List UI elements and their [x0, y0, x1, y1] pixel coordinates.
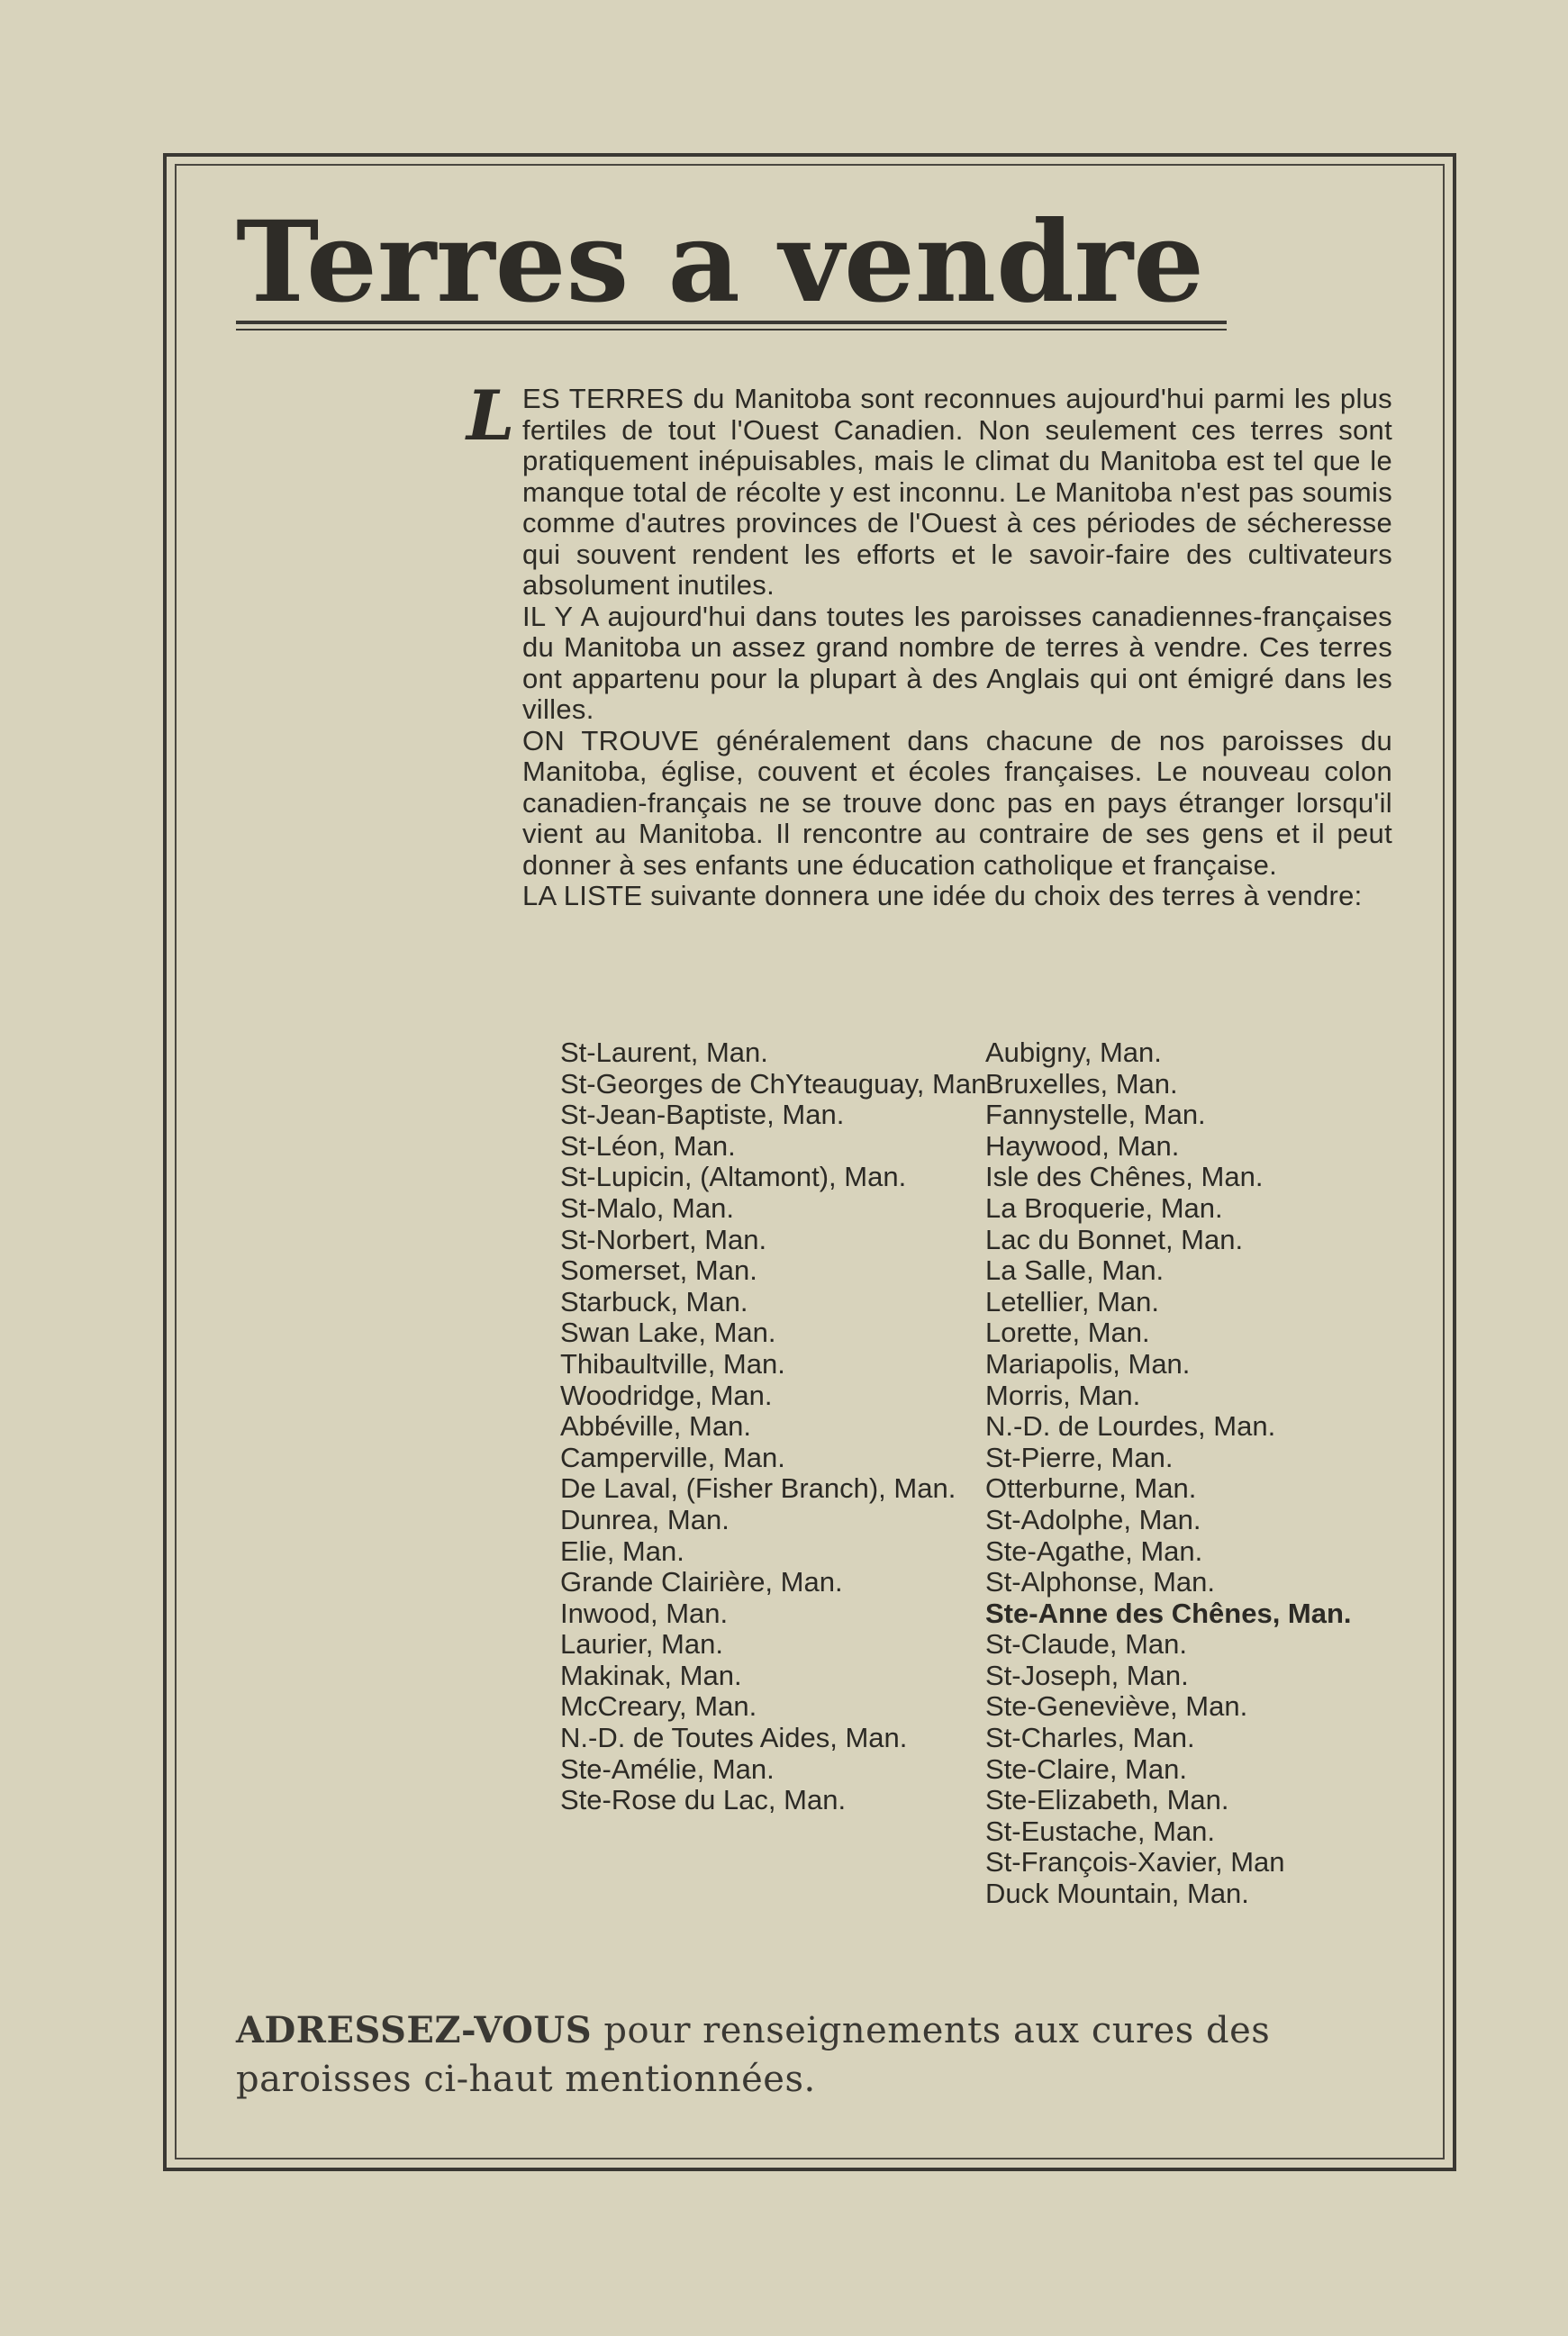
footer-text: pour renseignements aux cures des paroisses ci-haut mentionnées.: [236, 2010, 1271, 2100]
parish-item: Grande Clairière, Man.: [560, 1566, 843, 1598]
parish-item: Somerset, Man.: [560, 1254, 757, 1287]
parish-item: St-François-Xavier, Man: [985, 1846, 1285, 1879]
parish-item: Ste-Anne des Chênes, Man.: [985, 1597, 1352, 1629]
parish-item: Thibaultville, Man.: [560, 1347, 785, 1380]
intro-paragraph-3: ON TROUVE généralement dans chacune de nos paroisses du Manitoba, église, couvent et écoles françaises. Le nouveau colon canadien-français ne se trouve donc pas en pays étranger lorsqu'il vient au Manitoba. Il rencontre au contraire de ses gens et il peut donner à ses enfants une éducation catholique et française.: [522, 724, 1392, 881]
parish-item: St-Charles, Man.: [985, 1722, 1195, 1754]
parish-item: Abbéville, Man.: [560, 1410, 751, 1443]
parish-item: St-Pierre, Man.: [985, 1441, 1174, 1473]
parish-item: Starbuck, Man.: [560, 1285, 748, 1317]
parish-item: Inwood, Man.: [560, 1597, 729, 1629]
parish-item: Laurier, Man.: [560, 1628, 723, 1661]
parish-item: Ste-Elizabeth, Man.: [985, 1784, 1229, 1816]
parish-item: Otterburne, Man.: [985, 1472, 1197, 1505]
parish-item: Ste-Amélie, Man.: [560, 1752, 775, 1785]
parish-item: St-Malo, Man.: [560, 1191, 734, 1224]
parish-item: Haywood, Man.: [985, 1129, 1180, 1162]
parish-list-right: [985, 1037, 1400, 1910]
parish-item: Woodridge, Man.: [560, 1379, 773, 1411]
parish-item: St-Léon, Man.: [560, 1129, 736, 1162]
title-underline: [236, 321, 1227, 330]
parish-item: St-Jean-Baptiste, Man.: [560, 1099, 845, 1131]
intro-paragraph-1: [467, 376, 1392, 602]
parish-item: St-Alphonse, Man.: [985, 1566, 1216, 1598]
intro-paragraph-2: IL Y A aujourd'hui dans toutes les paroisses canadiennes-françaises du Manitoba un assez grand nombre de terres à vendre. Ces terres ont appartenu pour la plupart à des Anglais qui ont émigré dans les villes.: [522, 600, 1392, 725]
footer-note: [236, 2006, 1385, 2104]
drop-cap: L: [467, 376, 515, 456]
parish-item: Lorette, Man.: [985, 1317, 1150, 1349]
parish-item: N.-D. de Toutes Aides, Man.: [560, 1722, 908, 1754]
parish-item: Isle des Chênes, Man.: [985, 1161, 1264, 1193]
parish-item: Duck Mountain, Man.: [985, 1878, 1249, 1910]
parish-item: Bruxelles, Man.: [985, 1067, 1178, 1100]
intro-paragraph-4: LA LISTE suivante donnera une idée du choix des terres à vendre:: [522, 880, 1363, 911]
parish-item: Ste-Claire, Man.: [985, 1752, 1187, 1785]
parish-item: Ste-Rose du Lac, Man.: [560, 1784, 847, 1816]
parish-list-left: [560, 1037, 994, 1816]
parish-item: McCreary, Man.: [560, 1690, 757, 1723]
parish-item: Elie, Man.: [560, 1535, 684, 1567]
parish-item: Ste-Geneviève, Man.: [985, 1690, 1248, 1723]
parish-item: St-Georges de ChYteauguay, Man.: [560, 1067, 994, 1100]
parish-item: Mariapolis, Man.: [985, 1347, 1191, 1380]
parish-item: St-Norbert, Man.: [560, 1223, 767, 1255]
parish-item: St-Lupicin, (Altamont), Man.: [560, 1161, 907, 1193]
parish-item: N.-D. de Lourdes, Man.: [985, 1410, 1276, 1443]
parish-item: Ste-Agathe, Man.: [985, 1535, 1203, 1567]
parish-item: Fannystelle, Man.: [985, 1099, 1206, 1131]
parish-item: Makinak, Man.: [560, 1659, 742, 1691]
parish-item: St-Claude, Man.: [985, 1628, 1187, 1661]
parish-item: St-Adolphe, Man.: [985, 1503, 1201, 1535]
parish-item: St-Laurent, Man.: [560, 1037, 768, 1068]
footer-lead: ADRESSEZ-VOUS: [236, 2009, 593, 2051]
page-title: Terres a vendre: [236, 197, 1205, 328]
parish-item: Letellier, Man.: [985, 1285, 1159, 1317]
parish-item: Dunrea, Man.: [560, 1503, 730, 1535]
intro-text: [467, 376, 1392, 912]
parish-item: Aubigny, Man.: [985, 1037, 1162, 1068]
parish-item: St-Eustache, Man.: [985, 1815, 1216, 1847]
parish-item: La Salle, Man.: [985, 1254, 1165, 1287]
intro-paragraph-1-text: ES TERRES du Manitoba sont reconnues aujourd'hui parmi les plus fertiles de tout l'Ouest Canadien. Non seulement ces terres sont pratiquement inépuisables, mais le climat du Manitoba est tel que le manque total de récolte y est inconnu. Le Manitoba n'est pas soumis comme d'autres provinces de l'Ouest à ces périodes de sécheresse qui souvent rendent les efforts et le savoir-faire des cultivateurs absolument inutiles.: [522, 383, 1392, 601]
parish-item: De Laval, (Fisher Branch), Man.: [560, 1472, 956, 1505]
parish-item: Morris, Man.: [985, 1379, 1141, 1411]
parish-item: St-Joseph, Man.: [985, 1659, 1189, 1691]
parish-item: Camperville, Man.: [560, 1441, 785, 1473]
parish-item: La Broquerie, Man.: [985, 1191, 1223, 1224]
parish-item: Swan Lake, Man.: [560, 1317, 776, 1349]
parish-item: Lac du Bonnet, Man.: [985, 1223, 1244, 1255]
